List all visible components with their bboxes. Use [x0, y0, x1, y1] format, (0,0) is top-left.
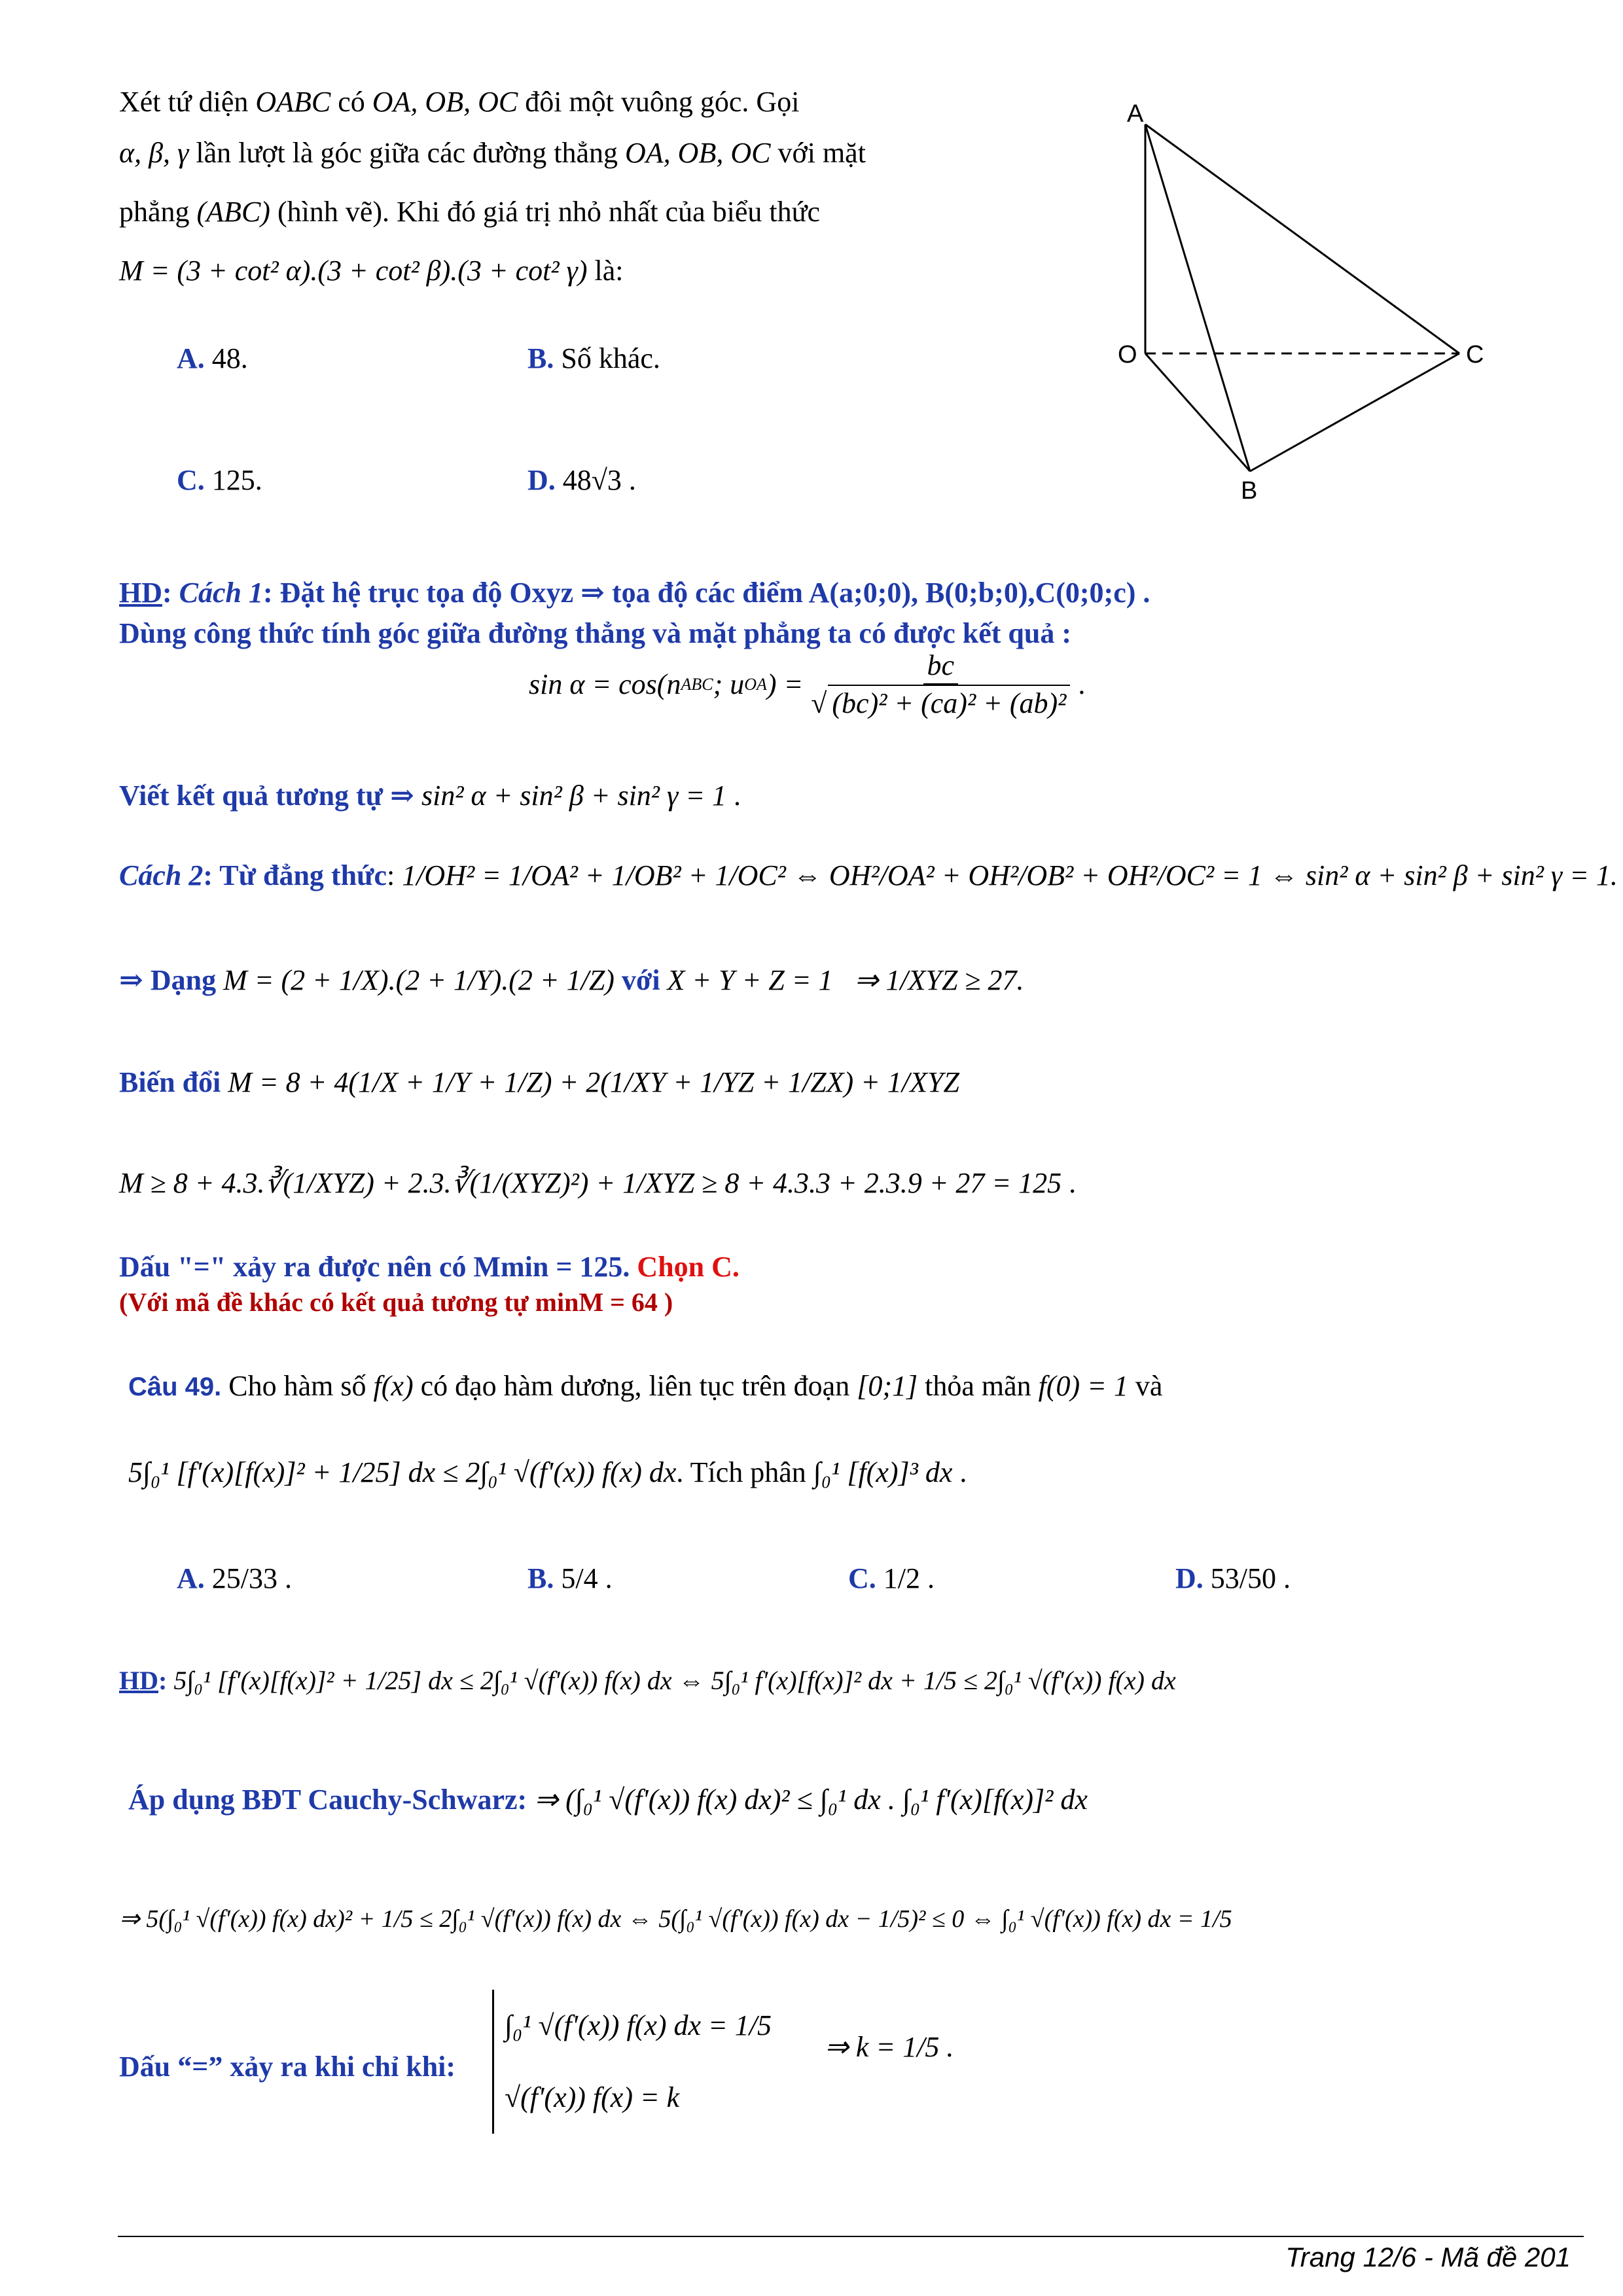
q48-option-b: B. Số khác. [527, 342, 660, 374]
q48-option-a: A. 48. [177, 342, 248, 374]
hd2-line1: HD: 5∫₀¹ [f'(x)[f(x)]² + 1/25] dx ≤ 2∫₀¹ √(f'(x)) f(x) dx ⇔ 5∫₀¹ f'(x)[f(x)]² dx + 1/5 ≤ 2∫₀¹ √(f'(x)) f(x) dx [119, 1666, 1176, 1695]
vertex-a-label: A [1127, 100, 1144, 128]
hd2-system [492, 1990, 772, 2134]
hd1-cach2-line: Cách 2: Từ đẳng thức: 1/OH² = 1/OA² + 1/OB² + 1/OC² ⇔ OH²/OA² + OH²/OB² + OH²/OC² = 1 ⇔ sin² α + sin² β + sin² γ = 1. [119, 859, 1618, 891]
q48-line2: α, β, γ lần lượt là góc giữa các đường thẳng OA, OB, OC với mặt [119, 137, 866, 169]
hd1-line1: HD: Cách 1: Đặt hệ trục tọa độ Oxyz ⇒ tọa độ các điểm A(a;0;0), B(0;b;0),C(0;0;c) . [119, 577, 1150, 609]
q48-option-d: D. 48√3 . [527, 464, 636, 496]
page-footer: Trang 12/6 - Mã đề 201 [1285, 2242, 1571, 2272]
hd2-system-eq2: √(f'(x)) f(x) = k [505, 2081, 680, 2113]
edge-ac [1145, 124, 1459, 353]
vertex-c-label: C [1466, 341, 1484, 368]
q49-line2: 5∫₀¹ [f'(x)[f(x)]² + 1/25] dx ≤ 2∫₀¹ √(f'(x)) f(x) dx. Tích phân ∫₀¹ [f(x)]³ dx . [128, 1456, 967, 1488]
q48-line4: M = (3 + cot² α).(3 + cot² β).(3 + cot² γ) là: [119, 255, 624, 287]
q49-option-a: A. 25/33 . [177, 1562, 293, 1594]
vertex-b-label: B [1241, 477, 1258, 505]
hd1-sin-formula: sin α = cos(n ABC ; u OA ) = $\frac{bc}{\text{√ (bc)² + (ca)² + (ab)²}}$ . [529, 648, 1085, 721]
q49-line1: Câu 49. Cho hàm số f(x) có đạo hàm dương, liên tục trên đoạn [0;1] thỏa mãn f(0) = 1 và [128, 1370, 1163, 1402]
formula-denominator: (bc)² + (ca)² + (ab)² [828, 685, 1070, 721]
hd2-result: ⇒ k = 1/5 . [825, 2031, 954, 2063]
q49-option-c: C. 1/2 . [848, 1562, 935, 1594]
hd1-dang-line: ⇒ Dạng M = (2 + 1/X).(2 + 1/Y).(2 + 1/Z) với X + Y + Z = 1 ⇒ 1/XYZ ≥ 27. [119, 964, 1024, 996]
hd1-conclusion: Dấu "=" xảy ra được nên có Mmin = 125. Chọn C. [119, 1251, 740, 1283]
q48-line3: phẳng (ABC) (hình vẽ). Khi đó giá trị nhỏ nhất của biểu thức [119, 196, 821, 228]
hd1-inequality-line: M ≥ 8 + 4.3.∛(1/XYZ) + 2.3.∛(1/(XYZ)²) + 1/XYZ ≥ 8 + 4.3.3 + 2.3.9 + 27 = 125 . [119, 1167, 1077, 1199]
hd1-note: (Với mã đề khác có kết quả tương tự minM = 64 ) [119, 1287, 673, 1317]
q48-line1: Xét tứ diện OABC có OA, OB, OC đôi một vuông góc. Gọi [119, 86, 800, 118]
tetrahedron-figure [1093, 92, 1512, 511]
q48-option-c: C. 125. [177, 464, 262, 496]
hd1-viet-line: Viết kết quả tương tự ⇒ sin² α + sin² β + sin² γ = 1 . [119, 780, 741, 812]
edge-bc [1250, 353, 1459, 471]
q49-option-d: D. 53/50 . [1175, 1562, 1291, 1594]
edge-ob [1145, 353, 1250, 471]
hd1-biendoi-line: Biến đổi M = 8 + 4(1/X + 1/Y + 1/Z) + 2(1/XY + 1/YZ + 1/ZX) + 1/XYZ [119, 1066, 959, 1098]
formula-numerator: bc [923, 648, 959, 685]
hd2-system-eq1: ∫₀¹ √(f'(x)) f(x) dx = 1/5 [505, 2009, 772, 2041]
hd2-line3: ⇒ 5(∫₀¹ √(f'(x)) f(x) dx)² + 1/5 ≤ 2∫₀¹ √(f'(x)) f(x) dx ⇔ 5(∫₀¹ √(f'(x)) f(x) dx − 1/5)² ≤ 0 ⇔ ∫₀¹ √(f'(x)) f(x) dx = 1/5 [119, 1905, 1232, 1933]
q49-option-b: B. 5/4 . [527, 1562, 613, 1594]
edge-ab [1145, 124, 1250, 471]
hd1-line2: Dùng công thức tính góc giữa đường thẳng và mặt phẳng ta có được kết quả : [119, 617, 1071, 649]
vertex-o-label: O [1118, 341, 1137, 368]
hd2-dau-label: Dấu “=” xảy ra khi chỉ khi: [119, 2051, 456, 2083]
footer-divider [118, 2236, 1584, 2237]
hd2-cauchy-line: Áp dụng BĐT Cauchy-Schwarz: ⇒ (∫₀¹ √(f'(x)) f(x) dx)² ≤ ∫₀¹ dx . ∫₀¹ f'(x)[f(x)]² dx [128, 1784, 1088, 1816]
